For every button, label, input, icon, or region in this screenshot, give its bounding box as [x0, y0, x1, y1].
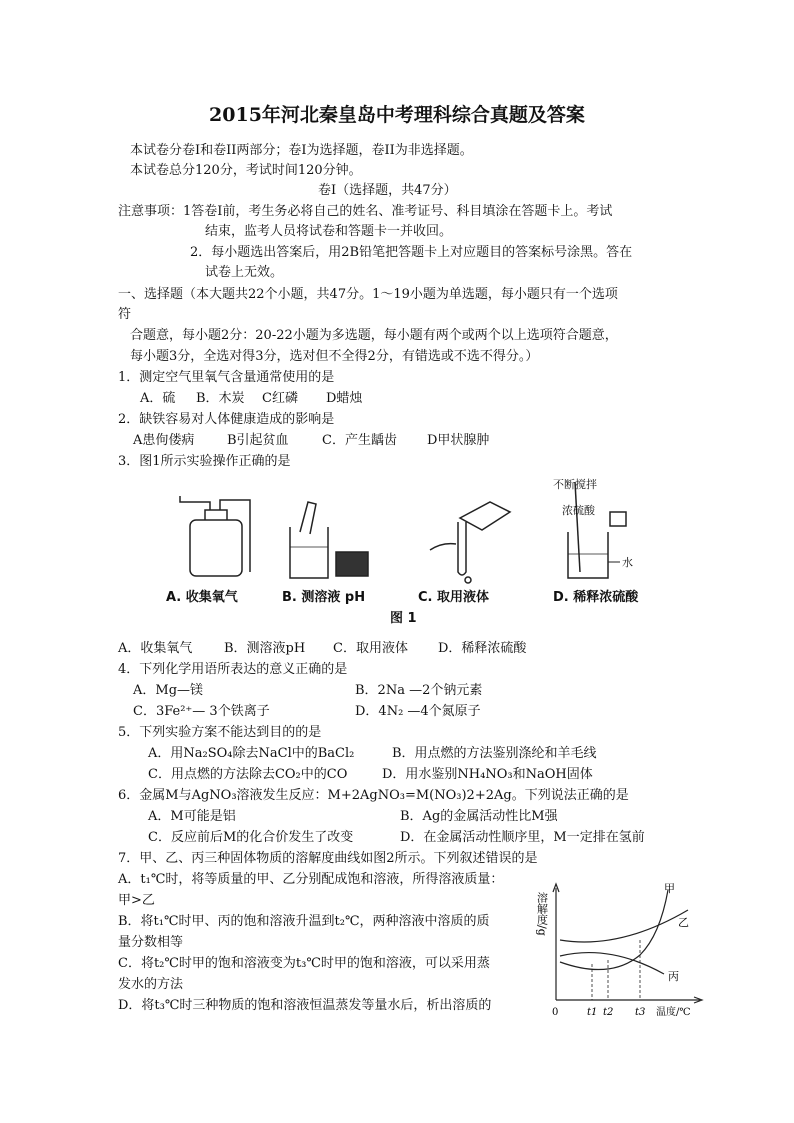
series-bing-line — [560, 953, 664, 974]
notice-1b: 结束，监考人员将试卷和答题卡一并收回。 — [205, 224, 453, 239]
q7-option-c-line2: 发水的方法 — [118, 977, 184, 992]
q2-stem: 2．缺铁容易对人体健康造成的影响是 — [118, 412, 335, 427]
q7-option-c-line1: C．将t₂℃时甲的饱和溶液变为t₃℃时甲的饱和溶液，可以采用蒸 — [118, 956, 490, 971]
q3-option-c: C．取用液体 — [333, 641, 408, 656]
fig-water-label: 水 — [622, 556, 633, 569]
q7-option-b-line1: B．将t₁℃时甲、丙的饱和溶液升温到t₂℃，两种溶液中溶质的质 — [118, 914, 490, 929]
notice-2b: 试卷上无效。 — [205, 265, 284, 280]
q5-option-d: D．用水鉴别NH₄NO₃和NaOH固体 — [382, 767, 593, 782]
x-tick-t3: t3 — [635, 1007, 646, 1018]
fig-label-c: C. 取用液体 — [418, 590, 490, 605]
fig-label-a: A. 收集氧气 — [166, 590, 238, 605]
q3-stem: 3．图1所示实验操作正确的是 — [118, 454, 291, 469]
q6-option-d: D．在金属活动性顺序里，M一定排在氢前 — [400, 830, 645, 845]
series-jia-label: 甲 — [664, 882, 675, 895]
dropper-bottle-icon — [430, 502, 510, 583]
q2-option-a: A患佝偻病 — [133, 433, 195, 448]
fig-acid-label: 浓硫酸 — [562, 504, 595, 517]
page-title: 2015年河北秦皇岛中考理科综合真题及答案 — [209, 104, 585, 126]
section1-line-4: 每小题3分，全选对得3分，选对但不全得2分，有错选或不选不得分。） — [130, 349, 539, 364]
q4-option-d: D．4N₂ —4个氮原子 — [355, 704, 481, 719]
solubility-chart — [535, 880, 710, 1030]
q5-stem: 5．下列实验方案不能达到目的的是 — [118, 725, 322, 740]
q7-option-b-line2: 量分数相等 — [118, 935, 184, 950]
q6-option-a: A．M可能是铝 — [148, 809, 236, 824]
series-jia-line — [560, 890, 668, 970]
q2-option-c: C．产生龋齿 — [322, 433, 397, 448]
q4-option-a: A．Mg—镁 — [133, 683, 204, 698]
q6-option-c: C．反应前后M的化合价发生了改变 — [148, 830, 354, 845]
gas-bottle-icon — [180, 496, 250, 576]
notice-2a: 2．每小题选出答案后，用2B铅笔把答题卡上对应题目的答案标号涂黑。答在 — [190, 245, 633, 260]
origin-label: 0 — [552, 1007, 559, 1018]
intro-line-2: 本试卷总分120分，考试时间120分钟。 — [130, 163, 362, 178]
q6-stem: 6．金属M与AgNO₃溶液发生反应：M+2AgNO₃=M(NO₃)2+2Ag。下列说法正确的是 — [118, 788, 629, 803]
part1-heading: 卷Ⅰ（选择题，共47分） — [318, 183, 457, 198]
q2-option-d: D甲状腺肿 — [427, 433, 490, 448]
q1-option-c: C红磷 — [262, 391, 298, 406]
q3-option-d: D．稀释浓硫酸 — [438, 641, 527, 656]
q4-option-c: C．3Fe²⁺— 3个铁离子 — [133, 704, 270, 719]
q5-option-a: A．用Na₂SO₄除去NaCl中的BaCl₂ — [148, 746, 355, 761]
ph-test-icon — [290, 502, 368, 578]
series-yi-line — [560, 910, 688, 942]
q7-stem: 7．甲、乙、丙三种固体物质的溶解度曲线如图2所示。下列叙述错误的是 — [118, 851, 538, 866]
q7-option-a-line1: A．t₁℃时，将等质量的甲、乙分别配成饱和溶液，所得溶液质量： — [118, 872, 504, 887]
intro-line-1: 本试卷分卷Ⅰ和卷II两部分；卷Ⅰ为选择题，卷II为非选择题。 — [130, 143, 473, 158]
fig-label-d: D. 稀释浓硫酸 — [553, 590, 639, 605]
notice-1a: 注意事项：1答卷Ⅰ前，考生务必将自己的姓名、准考证号、科目填涂在答题卡上。考试 — [118, 204, 613, 219]
q4-option-b: B．2Na —2个钠元素 — [355, 683, 483, 698]
x-tick-t1: t1 — [587, 1007, 598, 1018]
q5-option-b: B．用点燃的方法鉴别涤纶和羊毛线 — [392, 746, 597, 761]
q5-option-c: C．用点燃的方法除去CO₂中的CO — [148, 767, 348, 782]
q6-option-b: B．Ag的金属活动性比M强 — [400, 809, 558, 824]
q3-option-b: B．测溶液pH — [224, 641, 306, 656]
x-tick-t2: t2 — [603, 1007, 614, 1018]
figure-1 — [150, 472, 670, 632]
fig-caption: 图 1 — [390, 611, 417, 626]
section1-line-3: 合题意，每小题2分：20-22小题为多选题，每小题有两个或两个以上选项符合题意， — [130, 328, 618, 343]
section1-line-2: 符 — [118, 307, 132, 322]
series-bing-label: 丙 — [668, 970, 679, 983]
q1-stem: 1．测定空气里氧气含量通常使用的是 — [118, 370, 335, 385]
q7-option-a-line2: 甲>乙 — [118, 893, 155, 908]
dilution-icon — [568, 482, 626, 578]
section1-line-1: 一、选择题（本大题共22个小题，共47分。1～19小题为单选题，每小题只有一个选项 — [118, 287, 618, 302]
y-axis-label: 溶解度/g — [535, 892, 549, 936]
fig-label-b: B. 测溶液 pH — [282, 590, 366, 605]
q1-option-d: D蜡烛 — [326, 391, 363, 406]
q2-option-b: B引起贫血 — [227, 433, 289, 448]
x-axis-label: 温度/℃ — [656, 1007, 691, 1018]
q1-option-b: B．木炭 — [196, 391, 245, 406]
fig-stir-label: 不断搅拌 — [553, 478, 597, 491]
q7-option-d-line1: D．将t₃℃时三种物质的饱和溶液恒温蒸发等量水后，析出溶质的 — [118, 998, 492, 1013]
q1-option-a: A．硫 — [140, 391, 176, 406]
q3-option-a: A．收集氧气 — [118, 641, 193, 656]
series-yi-label: 乙 — [678, 916, 689, 929]
q4-stem: 4．下列化学用语所表达的意义正确的是 — [118, 662, 348, 677]
